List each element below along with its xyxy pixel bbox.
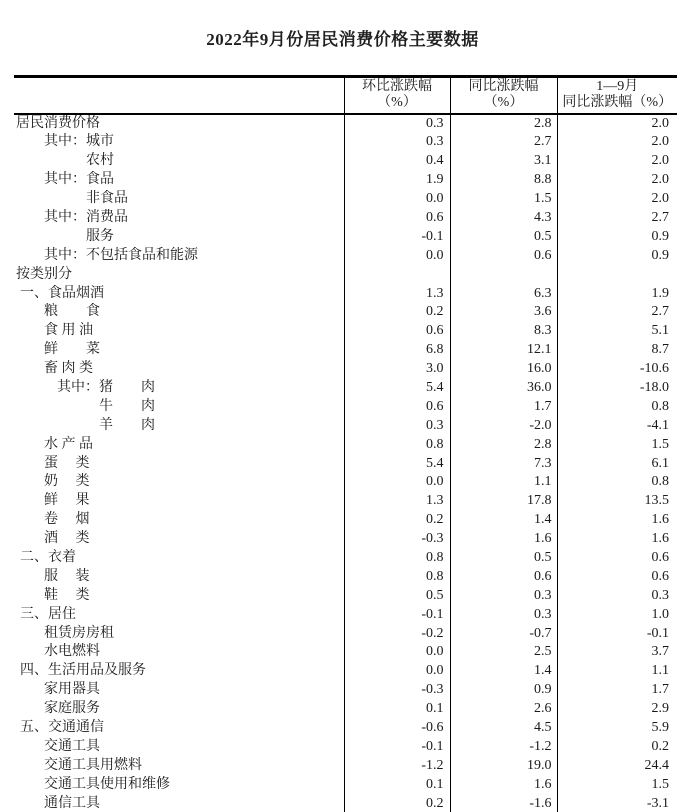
row-label: 其中：猪 肉 <box>57 380 155 396</box>
yoy-value: 8.8 <box>450 171 557 190</box>
ytd-value: 1.9 <box>557 284 677 303</box>
yoy-value: 7.3 <box>450 454 557 473</box>
ytd-value: 24.4 <box>557 756 677 775</box>
table-row <box>14 662 677 681</box>
table-row <box>14 284 677 303</box>
ytd-value: 1.5 <box>557 435 677 454</box>
ytd-value <box>557 265 677 284</box>
ytd-value: 3.7 <box>557 643 677 662</box>
mom-value: 0.3 <box>344 416 450 435</box>
mom-value: 0.8 <box>344 435 450 454</box>
yoy-value: 4.3 <box>450 209 557 228</box>
table-row <box>14 416 677 435</box>
mom-value: 0.2 <box>344 303 450 322</box>
ytd-value: 2.9 <box>557 700 677 719</box>
mom-value: 0.1 <box>344 775 450 794</box>
col-header-yoy: 同比涨跌幅 （%） <box>450 77 557 115</box>
row-label: 居民消费价格 <box>16 116 100 131</box>
table-row <box>14 114 677 133</box>
table-row <box>14 738 677 757</box>
ytd-value: 1.6 <box>557 511 677 530</box>
mom-value: -0.3 <box>344 530 450 549</box>
ytd-value: 0.2 <box>557 738 677 757</box>
table-row <box>14 435 677 454</box>
yoy-value: 1.1 <box>450 473 557 492</box>
yoy-value: 17.8 <box>450 492 557 511</box>
mom-value: -1.2 <box>344 756 450 775</box>
yoy-value: 36.0 <box>450 379 557 398</box>
table-row <box>14 530 677 549</box>
mom-value: 5.4 <box>344 454 450 473</box>
table-row <box>14 643 677 662</box>
row-label: 蛋 类 <box>44 455 90 471</box>
yoy-value: 12.1 <box>450 341 557 360</box>
cpi-table <box>14 75 677 812</box>
table-row <box>14 171 677 190</box>
mom-value <box>344 265 450 284</box>
table-row <box>14 360 677 379</box>
row-label: 其中：消费品 <box>44 210 128 225</box>
mom-value: 0.8 <box>344 567 450 586</box>
table-row <box>14 492 677 511</box>
table-body <box>14 114 677 812</box>
yoy-value: 1.5 <box>450 190 557 209</box>
mom-value: 0.0 <box>344 246 450 265</box>
row-label: 服务 <box>86 228 114 244</box>
ytd-value: 2.7 <box>557 303 677 322</box>
mom-value: 6.8 <box>344 341 450 360</box>
yoy-value: 0.5 <box>450 227 557 246</box>
row-label: 服 装 <box>44 568 90 584</box>
yoy-value: -0.7 <box>450 624 557 643</box>
yoy-value: 1.4 <box>450 662 557 681</box>
col-header-category <box>14 77 344 115</box>
yoy-value: 2.8 <box>450 435 557 454</box>
yoy-value: -1.2 <box>450 738 557 757</box>
ytd-value: 2.0 <box>557 152 677 171</box>
col-header-ytd: 1—9月 同比涨跌幅（%） <box>557 77 677 115</box>
ytd-value: -18.0 <box>557 379 677 398</box>
ytd-value: 5.1 <box>557 322 677 341</box>
row-label: 交通工具 <box>44 738 100 754</box>
row-label: 按类别分 <box>16 266 72 282</box>
ytd-value: -0.1 <box>557 624 677 643</box>
ytd-value: 0.6 <box>557 567 677 586</box>
table-row <box>14 454 677 473</box>
table-row <box>14 549 677 568</box>
mom-value: 0.4 <box>344 152 450 171</box>
ytd-value: -4.1 <box>557 416 677 435</box>
ytd-value: 2.0 <box>557 133 677 152</box>
row-label: 四、生活用品及服务 <box>20 663 146 679</box>
yoy-value: 0.6 <box>450 567 557 586</box>
ytd-value: 2.0 <box>557 190 677 209</box>
yoy-value: 1.7 <box>450 397 557 416</box>
ytd-value: 1.5 <box>557 775 677 794</box>
header-row <box>14 77 677 115</box>
table-row <box>14 152 677 171</box>
ytd-value: 5.9 <box>557 719 677 738</box>
table-row <box>14 624 677 643</box>
yoy-value <box>450 265 557 284</box>
row-label: 其中：城市 <box>44 134 114 150</box>
table-row <box>14 322 677 341</box>
mom-value: -0.1 <box>344 227 450 246</box>
yoy-value: 4.5 <box>450 719 557 738</box>
yoy-value: 1.4 <box>450 511 557 530</box>
ytd-value: 13.5 <box>557 492 677 511</box>
yoy-value: 1.6 <box>450 775 557 794</box>
yoy-value: 16.0 <box>450 360 557 379</box>
table-row <box>14 341 677 360</box>
ytd-value: 1.7 <box>557 681 677 700</box>
yoy-value: 19.0 <box>450 756 557 775</box>
ytd-value: 0.6 <box>557 549 677 568</box>
mom-value: -0.1 <box>344 738 450 757</box>
mom-value: 0.3 <box>344 114 450 133</box>
mom-value: 0.5 <box>344 586 450 605</box>
table-row <box>14 567 677 586</box>
yoy-value: 0.3 <box>450 586 557 605</box>
mom-value: 0.8 <box>344 549 450 568</box>
ytd-value: 0.8 <box>557 473 677 492</box>
mom-value: 0.0 <box>344 662 450 681</box>
row-label: 牛 肉 <box>99 398 155 414</box>
table-row <box>14 190 677 209</box>
table-row <box>14 719 677 738</box>
mom-value: 0.3 <box>344 133 450 152</box>
mom-value: -0.6 <box>344 719 450 738</box>
ytd-value: -10.6 <box>557 360 677 379</box>
mom-value: -0.3 <box>344 681 450 700</box>
table-row <box>14 265 677 284</box>
ytd-value: 2.7 <box>557 209 677 228</box>
row-label: 奶 类 <box>44 474 90 490</box>
mom-value: 0.0 <box>344 473 450 492</box>
table-row <box>14 700 677 719</box>
row-label: 畜 肉 类 <box>44 361 93 377</box>
ytd-value: 1.6 <box>557 530 677 549</box>
mom-value: 0.2 <box>344 511 450 530</box>
yoy-value: 0.5 <box>450 549 557 568</box>
yoy-value: 8.3 <box>450 322 557 341</box>
row-label: 鞋 类 <box>44 587 90 603</box>
yoy-value: -1.6 <box>450 794 557 812</box>
table-row <box>14 756 677 775</box>
mom-value: 0.0 <box>344 643 450 662</box>
table-row <box>14 209 677 228</box>
row-label: 二、衣着 <box>20 550 76 566</box>
mom-value: 1.3 <box>344 284 450 303</box>
row-label: 粮 食 <box>44 304 100 320</box>
yoy-value: 2.8 <box>450 114 557 133</box>
table-row <box>14 379 677 398</box>
yoy-value: -2.0 <box>450 416 557 435</box>
row-label: 鲜 果 <box>44 493 90 509</box>
row-label: 家用器具 <box>44 682 100 698</box>
row-label: 其中：食品 <box>44 172 114 188</box>
page-title: 2022年9月份居民消费价格主要数据 <box>206 30 479 49</box>
ytd-value: 0.9 <box>557 227 677 246</box>
ytd-value: 2.0 <box>557 114 677 133</box>
yoy-value: 0.3 <box>450 605 557 624</box>
table-row <box>14 681 677 700</box>
yoy-value: 3.1 <box>450 152 557 171</box>
yoy-value: 1.6 <box>450 530 557 549</box>
ytd-value: 1.1 <box>557 662 677 681</box>
mom-value: 1.9 <box>344 171 450 190</box>
row-label: 交通工具用燃料 <box>44 757 142 773</box>
yoy-value: 3.6 <box>450 303 557 322</box>
yoy-value: 0.6 <box>450 246 557 265</box>
yoy-value: 2.5 <box>450 643 557 662</box>
cpi-table-header <box>14 77 677 115</box>
yoy-value: 6.3 <box>450 284 557 303</box>
row-label: 租赁房房租 <box>44 625 114 641</box>
mom-value: 0.2 <box>344 794 450 812</box>
row-label: 其中：不包括食品和能源 <box>44 247 198 263</box>
row-label: 三、居住 <box>20 606 76 622</box>
row-label: 通信工具 <box>44 795 100 811</box>
table-row <box>14 775 677 794</box>
table-row <box>14 473 677 492</box>
row-label: 农村 <box>86 153 114 169</box>
ytd-value: 8.7 <box>557 341 677 360</box>
ytd-value: 6.1 <box>557 454 677 473</box>
mom-value: -0.1 <box>344 605 450 624</box>
mom-value: 1.3 <box>344 492 450 511</box>
mom-value: 0.1 <box>344 700 450 719</box>
ytd-value: 0.9 <box>557 246 677 265</box>
row-label: 交通工具使用和维修 <box>44 776 170 792</box>
yoy-value: 2.7 <box>450 133 557 152</box>
row-label: 食 用 油 <box>44 323 93 339</box>
mom-value: 0.6 <box>344 209 450 228</box>
row-label: 水电燃料 <box>44 644 100 660</box>
mom-value: 0.0 <box>344 190 450 209</box>
table-row <box>14 511 677 530</box>
table-row <box>14 227 677 246</box>
yoy-value: 2.6 <box>450 700 557 719</box>
row-label: 一、食品烟酒 <box>20 285 104 301</box>
mom-value: 0.6 <box>344 322 450 341</box>
row-label: 卷 烟 <box>44 512 90 528</box>
row-label: 五、交通通信 <box>20 720 104 736</box>
table-row <box>14 303 677 322</box>
table-row <box>14 246 677 265</box>
col-header-mom: 环比涨跌幅 （%） <box>344 77 450 115</box>
row-label: 酒 类 <box>44 531 90 547</box>
ytd-value: -3.1 <box>557 794 677 812</box>
ytd-value: 0.8 <box>557 397 677 416</box>
table-row <box>14 133 677 152</box>
row-label: 鲜 菜 <box>44 342 100 358</box>
mom-value: -0.2 <box>344 624 450 643</box>
ytd-value: 0.3 <box>557 586 677 605</box>
mom-value: 0.6 <box>344 397 450 416</box>
row-label: 水 产 品 <box>44 436 93 452</box>
row-label: 非食品 <box>86 191 128 207</box>
ytd-value: 2.0 <box>557 171 677 190</box>
table-row <box>14 586 677 605</box>
mom-value: 3.0 <box>344 360 450 379</box>
table-row <box>14 605 677 624</box>
row-label: 家庭服务 <box>44 701 100 717</box>
yoy-value: 0.9 <box>450 681 557 700</box>
table-row <box>14 397 677 416</box>
ytd-value: 1.0 <box>557 605 677 624</box>
mom-value: 5.4 <box>344 379 450 398</box>
row-label: 羊 肉 <box>99 417 155 433</box>
table-row <box>14 794 677 812</box>
